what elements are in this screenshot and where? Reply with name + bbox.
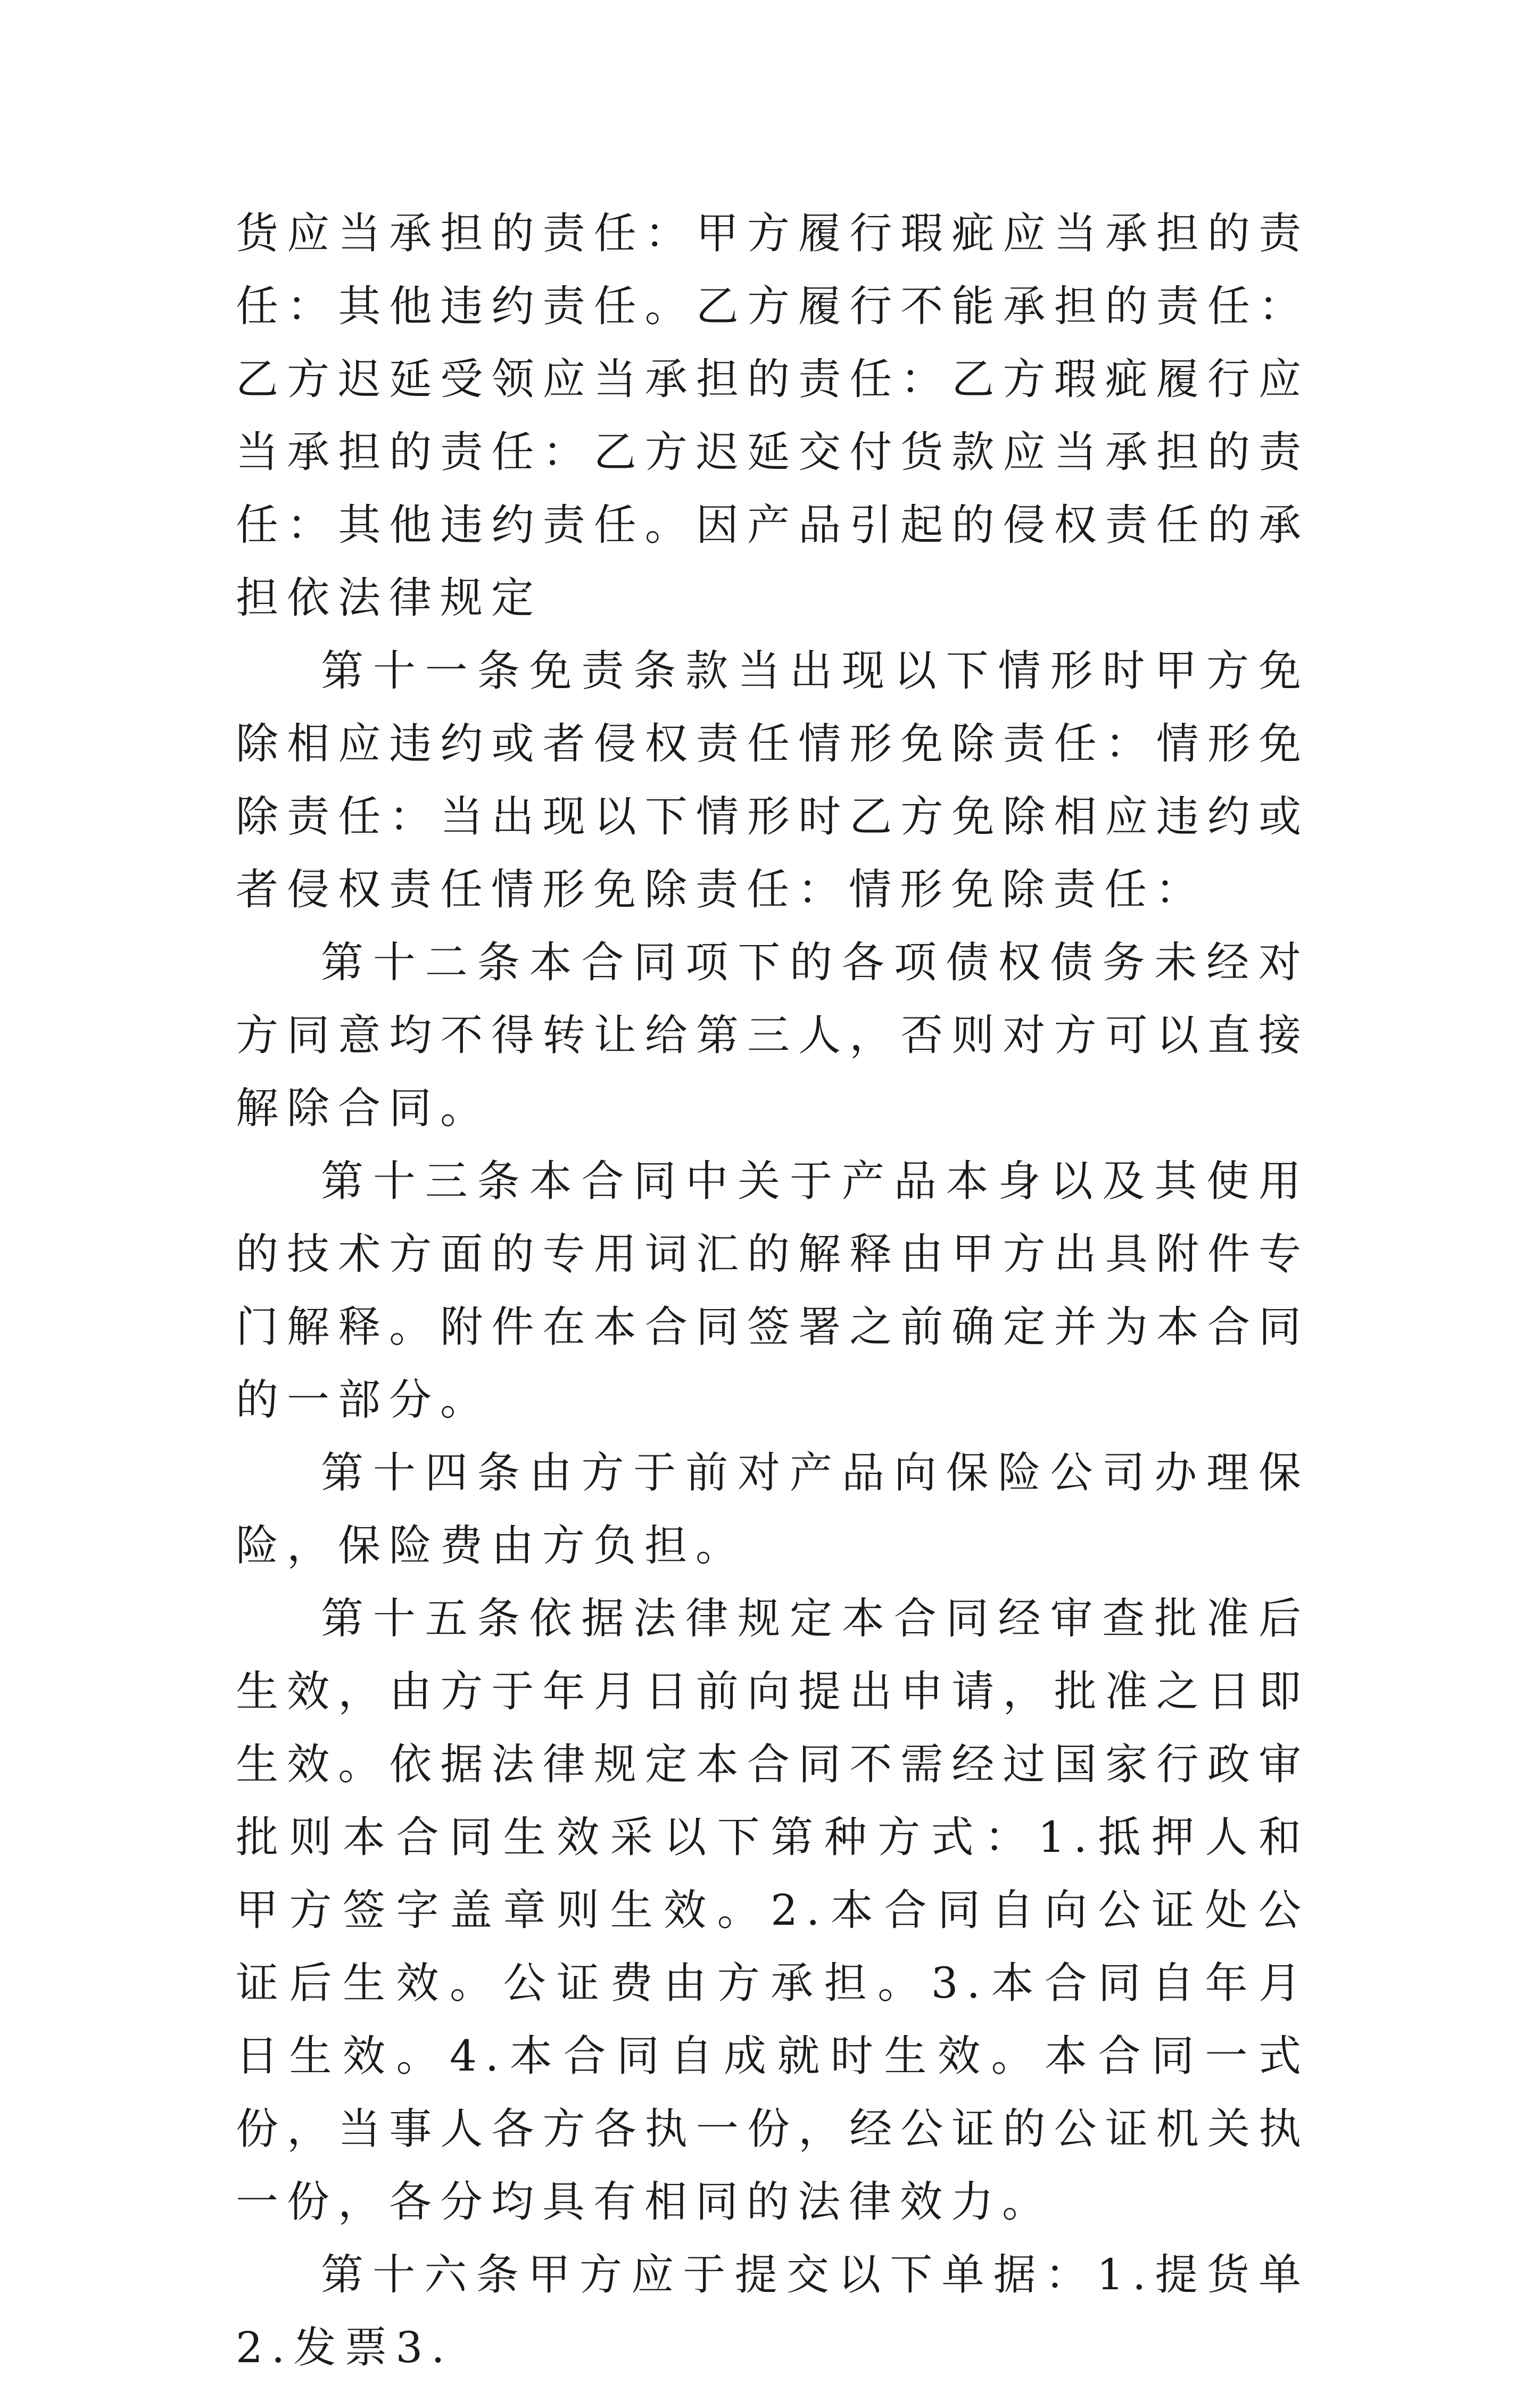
contract-body-text	[236, 197, 1310, 2384]
paragraph-article-14: 第十四条由方于前对产品向保险公司办理保险，保险费由方负担。	[236, 1448, 1310, 1570]
paragraph-article-16: 第十六条甲方应于提交以下单据：1.提货单2.发票3.	[236, 2250, 1310, 2372]
paragraph-article-15: 第十五条依据法律规定本合同经审查批准后生效，由方于年月日前向提出申请，批准之日即生效。依据法律规定本合同不需经过国家行政审批则本合同生效采以下第种方式：1.抵押人和甲方签字盖章则生效。2.本合同自向公证处公证后生效。公证费由方承担。3.本合同自年月日生效。4.本合同自成就时生效。本合同一式份，当事人各方各执一份，经公证的公证机关执一份，各分均具有相同的法律效力。	[236, 1594, 1310, 2226]
paragraph-article-11: 第十一条免责条款当出现以下情形时甲方免除相应违约或者侵权责任情形免除责任：情形免除责任：当出现以下情形时乙方免除相应违约或者侵权责任情形免除责任：情形免除责任：	[236, 646, 1310, 914]
paragraph-liability-continued: 货应当承担的责任：甲方履行瑕疵应当承担的责任：其他违约责任。乙方履行不能承担的责任：乙方迟延受领应当承担的责任：乙方瑕疵履行应当承担的责任：乙方迟延交付货款应当承担的责任：其他违约责任。因产品引起的侵权责任的承担依法律规定	[236, 209, 1310, 623]
paragraph-article-12: 第十二条本合同项下的各项债权债务未经对方同意均不得转让给第三人，否则对方可以直接解除合同。	[236, 938, 1310, 1133]
paragraph-article-13: 第十三条本合同中关于产品本身以及其使用的技术方面的专用词汇的解释由甲方出具附件专门解释。附件在本合同签署之前确定并为本合同的一部分。	[236, 1156, 1310, 1425]
